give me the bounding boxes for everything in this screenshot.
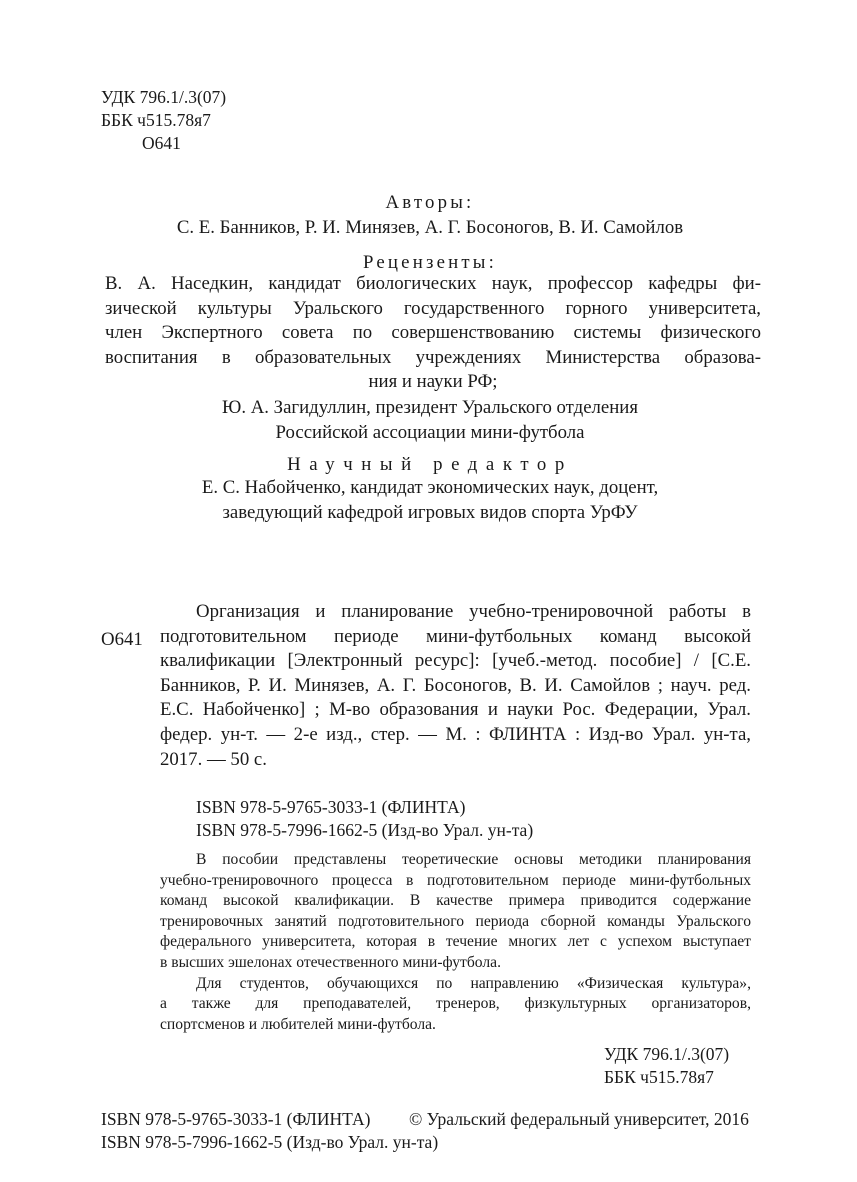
abstract-line: федерального университета, которая в течение многих лет с успехом выступает [160,933,751,951]
bib-author-mark: О641 [101,629,143,650]
abstract-line: а также для преподавателей, тренеров, физкультурных организаторов, [160,995,751,1013]
bib-isbn: ISBN 978-5-7996-1662-5 (Изд-во Урал. ун-та) [196,820,534,840]
authors-heading: Авторы: [385,192,475,213]
bib-line: квалификации [Электронный ресурс]: [учеб.-метод. пособие] / [С.Е. [160,650,751,672]
editor-info [60,476,800,525]
abstract-line: Для студентов, обучающихся по направлению «Физическая культура», [196,974,751,992]
bib-line: 2017. — 50 с. [160,748,267,770]
abstract-line: спортсменов и любителей мини-футбола. [160,1015,436,1033]
abstract-line: учебно-тренировочного процесса в подготовительном периоде мини-футбольных [160,871,751,889]
abstract [160,850,751,1035]
bib-isbn: ISBN 978-5-9765-3033-1 (ФЛИНТА) [196,797,466,817]
top-classification-block [101,86,226,155]
bib-line: Е.С. Набойченко] ; М-во образования и науки Рос. Федерации, Урал. [160,699,751,721]
abstract-line: команд высокой квалификации. В качестве примера приводится содержание [160,892,751,910]
bib-line: Банников, Р. И. Минязев, А. Г. Босоногов, В. И. Самойлов ; науч. ред. [160,674,751,696]
editor-line: заведующий кафедрой игровых видов спорта УрФУ [222,501,638,523]
udk-code: УДК 796.1/.3(07) [101,87,227,107]
reviewer-2-line: Российской ассоциации мини-футбола [275,421,585,443]
reviewer-1-line: ния и науки РФ; [368,371,498,393]
bbk-code-bottom: ББК ч515.78я7 [604,1067,714,1087]
footer-isbn: ISBN 978-5-7996-1662-5 (Изд-во Урал. ун-та) [101,1132,439,1152]
reviewer-1-line: член Экспертного совета по совершенствованию системы физического [105,322,761,344]
editor-line: Е. С. Набойченко, кандидат экономических наук, доцент, [201,477,659,498]
abstract-line: в высших эшелонах отечественного мини-футбола. [160,953,501,971]
editor-heading: Научный редактор [287,454,573,475]
authors-names: С. Е. Банников, Р. И. Минязев, А. Г. Босоногов, В. И. Самойлов [176,217,684,238]
udk-code-bottom: УДК 796.1/.3(07) [604,1044,730,1064]
reviewer-1-line: зической культуры Уральского государственного горного университета, [105,297,761,319]
footer-isbn: ISBN 978-5-9765-3033-1 (ФЛИНТА) [101,1109,371,1129]
bib-isbn-block [196,796,533,842]
bib-line: Организация и планирование учебно-тренировочной работы в [196,601,751,622]
reviewer-2-line: Ю. А. Загидуллин, президент Уральского отделения [222,397,638,418]
copyright: © Уральский федеральный университет, 2016 [409,1109,749,1129]
reviewer-1-line: воспитания в образовательных учреждениях Министерства образова- [105,346,761,368]
bib-line: подготовительном периоде мини-футбольных команд высокой [160,625,751,647]
reviewer-2 [60,396,800,445]
abstract-line: тренировочных занятий подготовительного периода сборной команды Уральского [160,912,751,930]
reviewer-1 [105,272,761,395]
reviewer-1-line: В. А. Наседкин, кандидат биологических наук, профессор кафедры фи- [105,273,761,294]
author-mark: О641 [142,133,181,153]
bottom-classification-block [604,1043,729,1089]
footer-isbn-block [101,1108,438,1154]
bib-line: федер. ун-т. — 2-е изд., стер. — М. : ФЛИНТА : Изд-во Урал. ун-та, [160,723,751,745]
bbk-code: ББК ч515.78я7 [101,110,211,130]
reviewers-heading: Рецензенты: [362,252,498,273]
bibliographic-record [160,600,751,772]
abstract-line: В пособии представлены теоретические основы методики планирования [196,851,751,868]
